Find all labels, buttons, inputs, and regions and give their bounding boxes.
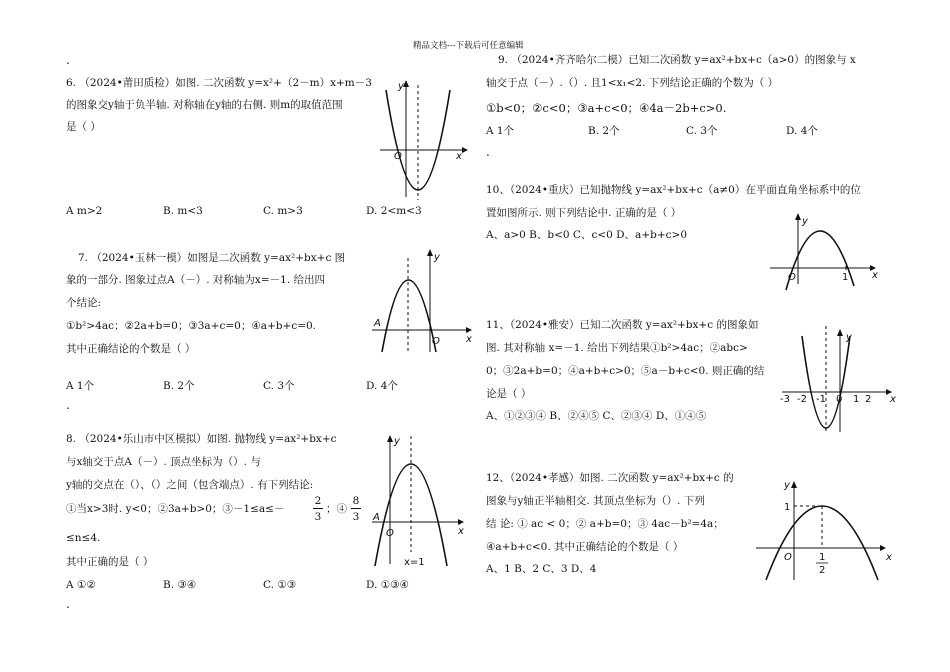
- q8-option-a: A ①②: [66, 579, 96, 591]
- q6-option-c: C. m>3: [263, 205, 303, 217]
- q8-graph-symmetry-label: x=1: [404, 557, 425, 568]
- q7-line4: ①b²>4ac；②2a+b=0；③3a+c=0；④a+b+c=0.: [66, 320, 317, 332]
- q12-graph-half-num: 1: [819, 552, 826, 563]
- q8-option-c: C. ①③: [263, 579, 297, 591]
- q11-graph-origin: 0: [836, 394, 843, 405]
- q10-line3: A、a>0 B、b<0 C、c<0 D、a+b+c>0: [486, 229, 687, 241]
- q11-graph-tick-neg1: -1: [816, 394, 826, 405]
- q12-graph-origin: O: [784, 552, 792, 563]
- q8-line6: 其中正确的是（ ）: [66, 556, 154, 568]
- q10-line1: 10、（2024•重庆）已知抛物线 y=ax²+bx+c（a≠0）在平面直角坐标系中的位: [486, 184, 861, 196]
- q7-option-b: B. 2个: [163, 380, 195, 392]
- q8-line4: ①当x>3时. y<0；②3a+b>0；③－1≤a≤－: [66, 503, 285, 515]
- q6-graph-y-label: y: [398, 81, 404, 92]
- q7-line5: 其中正确结论的个数是（ ）: [66, 343, 196, 355]
- page-header: 精品文档---下载后可任意编辑: [413, 41, 524, 51]
- q11-graph-tick-2: 2: [865, 394, 872, 405]
- q7-line2: 象的一部分. 图象过点A（－）. 对称轴为x=－1. 给出四: [66, 274, 326, 286]
- q7-option-c: C. 3个: [263, 380, 295, 392]
- q8-graph-y-label: y: [394, 436, 400, 447]
- q11-line1: 11、（2024•雅安）已知二次函数 y=ax²+bx+c 的图象如: [486, 319, 759, 331]
- q9-option-a: A 1个: [486, 125, 515, 137]
- q10-graph-origin: O: [788, 272, 796, 283]
- q11-graph-x-label: x: [890, 394, 896, 405]
- q9-line1: 9. （2024•齐齐哈尔二模）已知二次函数 y=ax²+bx+c（a>0）的图象与 x: [498, 54, 856, 66]
- q6-graph-origin: O: [394, 151, 402, 162]
- q8-graph-x-label: x: [458, 526, 464, 537]
- q8-option-d: D. ①③④: [366, 579, 409, 591]
- q6-graph-x-label: x: [456, 151, 462, 162]
- q6-option-d: D. 2<m<3: [366, 205, 422, 217]
- bullet-dot: .: [66, 597, 70, 611]
- bullet-dot: .: [66, 398, 70, 412]
- q11-line3: 0；③2a+b=0；④a+b+c>0；⑤a－b+c<0. 则正确的结: [486, 365, 765, 377]
- q6-option-a: A m>2: [66, 205, 103, 217]
- q12-graph-tick-y1: 1: [784, 502, 791, 513]
- q12-graph-y-label: y: [784, 480, 790, 491]
- q7-graph-y-label: y: [434, 252, 440, 263]
- q7-graph-point-a: A: [374, 318, 381, 329]
- q7-option-a: A 1个: [66, 380, 95, 392]
- q10-graph-tick-1: 1: [842, 272, 849, 283]
- q12-line4: ④a+b+c<0. 其中正确结论的个数是（ ）: [486, 541, 684, 553]
- q11-graph-y-label: y: [846, 332, 852, 343]
- q12-line1: 12、（2024•孝感）如图. 二次函数 y=ax²+bx+c 的: [486, 472, 734, 484]
- q11-graph-tick-neg2: -2: [797, 394, 807, 405]
- q8-graph-origin: O: [386, 528, 394, 539]
- q11-line2: 图. 其对称轴 x=－1. 给出下列结果①b²>4ac；②abc>: [486, 342, 748, 354]
- q8-line2: 与x轴交于点A（－）. 顶点坐标为（）. 与: [66, 456, 261, 468]
- bullet-dot: .: [486, 145, 490, 159]
- q11-graph-tick-1: 1: [853, 394, 860, 405]
- q10-graph-x-label: x: [872, 270, 878, 281]
- q6-line1: 6. （2024•莆田质检）如图. 二次函数 y=x²+（2－m）x+m－3: [66, 77, 372, 89]
- q9-option-c: C. 3个: [686, 125, 718, 137]
- q11-line5: A、①②③④ B、②④⑤ C、②③④ D、①④⑤: [486, 410, 707, 422]
- q9-option-b: B. 2个: [588, 125, 620, 137]
- q6-graph: [376, 75, 470, 205]
- q6-line3: 是（ ）: [66, 121, 101, 133]
- q8-line1: 8. （2024•乐山市中区模拟）如图. 抛物线 y=ax²+bx+c: [66, 433, 337, 445]
- q7-graph-x-label: x: [466, 334, 472, 345]
- q9-line2: 轴交于点（－）.（）. 且1<x₁<2. 下列结论正确的个数为（ ）: [486, 77, 779, 89]
- q8-option-b: B. ③④: [163, 579, 197, 591]
- q8-frac-a-den: 3: [314, 511, 322, 523]
- q8-frac-b-den: 3: [352, 511, 360, 523]
- q12-line5: A、1 B、2 C、3 D、4: [486, 563, 597, 575]
- q7-graph: [370, 246, 476, 356]
- q9-line3: ①b<0；②c<0；③a+c<0；④4a－2b+c>0.: [486, 101, 727, 115]
- q8-line4-mid: ；④: [326, 503, 347, 515]
- q7-line3: 个结论:: [66, 297, 102, 309]
- q12-line2: 图象与y轴正半轴相交. 其顶点坐标为（）. 下列: [486, 495, 705, 507]
- q11-graph-tick-neg3: -3: [780, 394, 790, 405]
- q7-option-d: D. 4个: [366, 380, 398, 392]
- q10-line2: 置如图所示. 则下列结论中. 正确的是（ ）: [486, 207, 682, 219]
- q8-graph-point-a: A: [373, 512, 380, 523]
- q9-option-d: D. 4个: [786, 125, 818, 137]
- q10-graph: [766, 210, 888, 290]
- q10-graph-y-label: y: [802, 216, 808, 227]
- q12-graph: [752, 476, 896, 582]
- q11-line4: 论是（ ）: [486, 388, 532, 400]
- q8-line3: y轴的交点在（）、（）之间（包含端点）. 有下列结论:: [66, 479, 314, 491]
- q12-graph-half-den: 2: [819, 565, 826, 576]
- q11-graph: [780, 320, 904, 438]
- q7-graph-origin: O: [432, 336, 440, 347]
- q6-option-b: B. m<3: [163, 205, 203, 217]
- q8-frac-a-num: 2: [314, 495, 322, 507]
- q7-line1: 7. （2024•玉林一模）如图是二次函数 y=ax²+bx+c 图: [78, 252, 346, 264]
- q8-line5: ≤n≤4.: [66, 532, 101, 544]
- q6-line2: 的图象交y轴于负半轴. 对称轴在y轴的右侧. 则m的取值范围: [66, 99, 343, 111]
- q8-graph: [370, 428, 470, 570]
- q8-frac-b-num: 8: [352, 495, 360, 507]
- q12-line3: 结 论: ① ac < 0；② a+b=0；③ 4ac－b²=4a；: [486, 518, 724, 530]
- bullet-dot: .: [66, 53, 70, 67]
- q12-graph-x-label: x: [886, 552, 892, 563]
